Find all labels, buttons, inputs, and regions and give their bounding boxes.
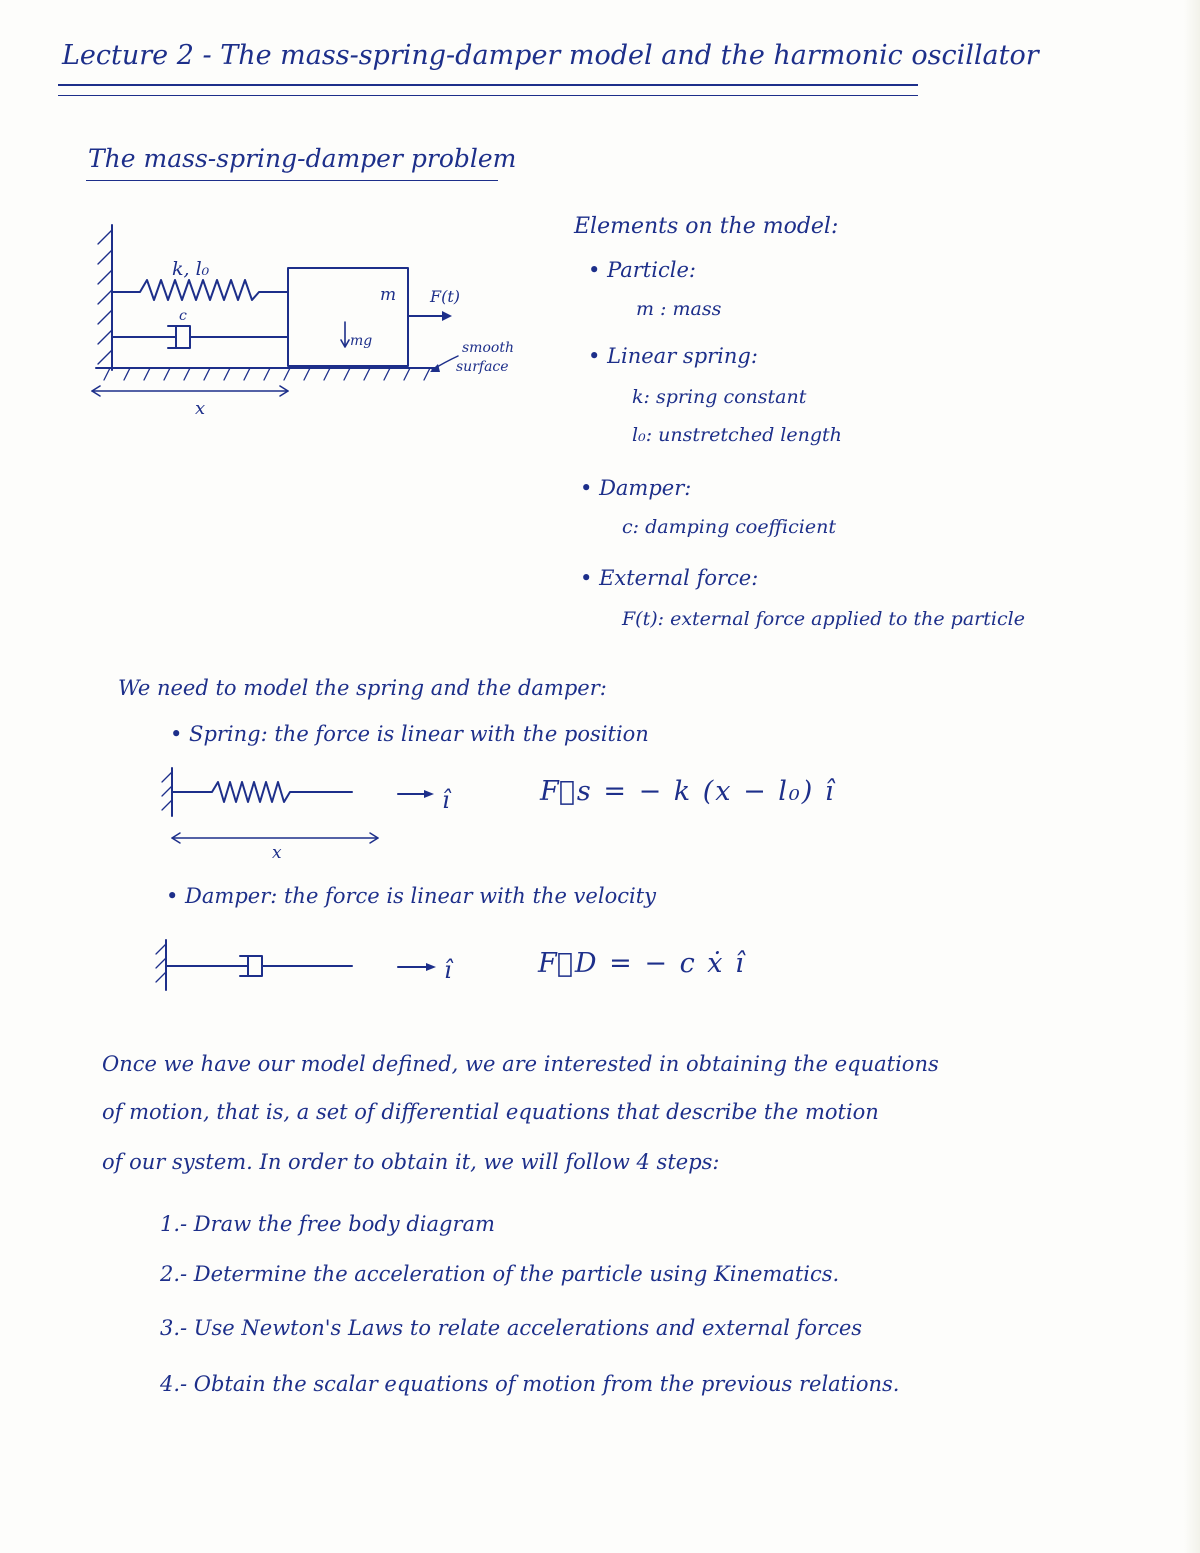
spring-constant: k: spring constant bbox=[632, 386, 807, 408]
section-heading: The mass-spring-damper problem bbox=[88, 144, 517, 173]
surface-label-1: smooth bbox=[462, 340, 514, 356]
paragraph-line-3: of our system. In order to obtain it, we will follow 4 steps: bbox=[102, 1150, 720, 1174]
surface-label-2: surface bbox=[456, 359, 509, 375]
spring-force-equation: F⃗s = − k (x − l₀) î bbox=[540, 776, 836, 807]
particle-label: Particle: bbox=[607, 258, 696, 282]
particle-mass: m : mass bbox=[636, 298, 722, 320]
damping-coefficient: c: damping coefficient bbox=[622, 516, 836, 538]
particle-bullet: • Particle: bbox=[588, 258, 696, 282]
page-edge bbox=[1184, 0, 1200, 1553]
damper-model-symbol bbox=[166, 956, 352, 976]
step-1: 1.- Draw the free body diagram bbox=[160, 1212, 495, 1236]
step-2: 2.- Determine the acceleration of the particle using Kinematics. bbox=[160, 1262, 840, 1286]
force-label: F(t) bbox=[430, 287, 461, 306]
damper-label: c bbox=[179, 308, 187, 324]
external-bullet: • External force: bbox=[580, 566, 759, 590]
external-element-label: External force: bbox=[599, 566, 759, 590]
damper-element-label: Damper: bbox=[599, 476, 692, 500]
damper-unit-vector: î bbox=[444, 956, 452, 984]
step-3: 3.- Use Newton's Laws to relate accelerations and external forces bbox=[160, 1316, 863, 1340]
paragraph-line-1: Once we have our model defined, we are interested in obtaining the equations bbox=[102, 1052, 939, 1076]
external-force: F(t): external force applied to the particle bbox=[622, 608, 1025, 630]
paragraph-line-2: of motion, that is, a set of differential equations that describe the motion bbox=[102, 1100, 879, 1124]
spring-unit-vector: î bbox=[442, 786, 450, 814]
spring-position-label: x bbox=[272, 843, 282, 863]
page-title: Lecture 2 - The mass-spring-damper model and the harmonic oscillator bbox=[62, 40, 1039, 71]
step-4: 4.- Obtain the scalar equations of motion from the previous relations. bbox=[160, 1372, 900, 1396]
spring-bullet: • Linear spring: bbox=[588, 344, 758, 368]
spring-length: l₀: unstretched length bbox=[632, 424, 842, 446]
elements-heading: Elements on the model: bbox=[574, 214, 839, 239]
damper-wall-hatch bbox=[156, 944, 166, 982]
spring-model-bullet: • Spring: the force is linear with the position bbox=[170, 722, 649, 746]
gravity-label: mg bbox=[350, 333, 373, 349]
damper-bullet: • Damper: bbox=[580, 476, 692, 500]
damper-unit-arrowhead bbox=[426, 963, 436, 971]
spring-element-label: Linear spring: bbox=[607, 344, 758, 368]
damper-force-equation: F⃗D = − c ẋ î bbox=[538, 948, 746, 979]
mass-label: m bbox=[380, 285, 397, 305]
spring-label: k, l₀ bbox=[172, 258, 210, 280]
position-label: x bbox=[195, 398, 206, 419]
model-intro: We need to model the spring and the damper: bbox=[118, 676, 607, 700]
damper-model-bullet: • Damper: the force is linear with the velocity bbox=[166, 884, 656, 908]
